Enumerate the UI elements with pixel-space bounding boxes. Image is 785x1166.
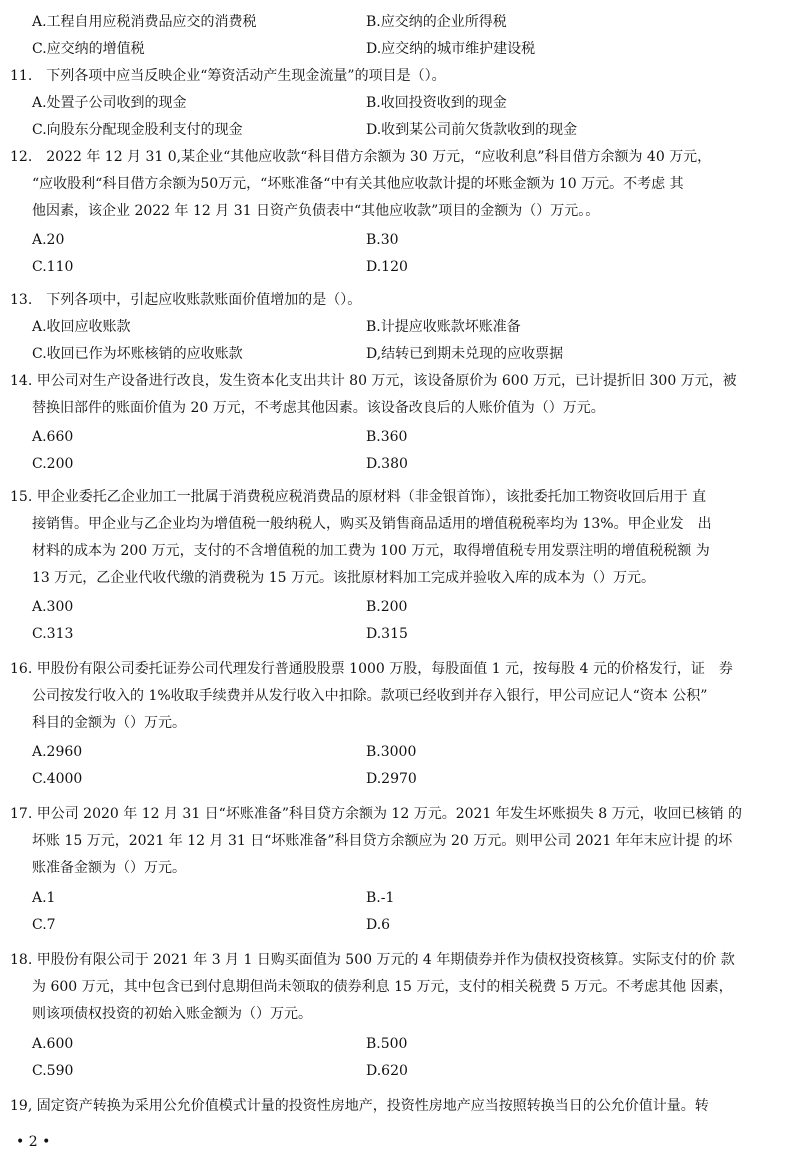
q12-stem-line-2: “应收股利“科目借方余额为50万元，“坏账准备“中有关其他应收款计提的坏账金额为 10 万元。不考虑 其 (32, 176, 684, 192)
q11-option-b: B.收回投资收到的现金 (366, 95, 507, 111)
q15-stem-line-2: 接销售。甲企业与乙企业均为增值税一般纳税人，购买及销售商品适用的增值税税率均为 13%。甲企业发 出 (32, 516, 712, 532)
q17-option-a: A.1 (32, 890, 56, 906)
q14-stem-line-2: 替换旧部件的账面价值为 20 万元，不考虑其他因素。该设备改良后的人账价值为（）万元。 (32, 400, 605, 416)
q17-stem-line-3: 账准备金额为（）万元。 (32, 860, 186, 876)
q12-option-c: C.110 (32, 259, 74, 275)
q14-stem-line-1: 14. 甲公司对生产设备进行改良，发生资本化支出共计 80 万元，该设备原价为 600 万元，已计提折旧 300 万元，被 (10, 373, 737, 389)
q13-option-b: B.计提应收账款坏账准备 (366, 319, 521, 335)
q12-stem-line-1: 12. 2022 年 12 月 31 0,某企业“其他应收款“科目借方余额为 30 万元，“应收利息”科目借方余额为 40 万元， (10, 149, 712, 165)
page-number: • 2 • (16, 1134, 51, 1150)
q11-stem: 11. 下列各项中应当反映企业“筹资活动产生现金流量”的项目是（）。 (10, 68, 446, 84)
q16-option-d: D.2970 (366, 771, 417, 787)
q14-option-c: C.200 (32, 456, 74, 472)
q14-option-a: A.660 (32, 429, 74, 445)
q18-option-d: D.620 (366, 1063, 408, 1079)
q11-option-c: C.向股东分配现金股利支付的现金 (32, 122, 243, 138)
q16-stem-line-2: 公司按发行收入的 1%收取手续费并从发行收入中扣除。款项已经收到并存入银行，甲公司应记人“资本 公积” (32, 688, 708, 704)
q17-option-b: B.-1 (366, 890, 395, 906)
q14-option-b: B.360 (366, 429, 408, 445)
q11-option-a: A.处置子公司收到的现金 (32, 95, 187, 111)
q18-stem-line-3: 则该项债权投资的初始入账金额为（）万元。 (32, 1006, 312, 1022)
q18-option-a: A.600 (32, 1036, 74, 1052)
q13-option-c: C.收回已作为坏账核销的应收账款 (32, 346, 243, 362)
q15-option-c: C.313 (32, 626, 74, 642)
q16-option-a: A.2960 (32, 744, 83, 760)
q15-stem-line-4: 13 万元，乙企业代收代缴的消费税为 15 万元。该批原材料加工完成并验收入库的成本为（）万元。 (32, 570, 655, 586)
q15-option-a: A.300 (32, 599, 74, 615)
q13-stem: 13. 下列各项中，引起应收账款账面价值增加的是（）。 (10, 292, 362, 308)
q12-stem-line-3: 他因素，该企业 2022 年 12 月 31 日资产负债表中“其他应收款”项目的金额为（）万元。。 (32, 203, 600, 219)
q19-stem: 19, 固定资产转换为采用公允价值模式计量的投资性房地产，投资性房地产应当按照转换当日的公允价值计量。转 (10, 1098, 709, 1114)
q11-option-d: D.收到某公司前欠货款收到的现金 (366, 122, 578, 138)
q12-option-b: B.30 (366, 232, 399, 248)
q10-option-c: C.应交纳的增值税 (32, 41, 145, 57)
q17-stem-line-2: 坏账 15 万元，2021 年 12 月 31 日“坏账准备”科目贷方余额应为 20 万元。则甲公司 2021 年年末应计提 的坏 (32, 833, 733, 849)
q15-option-b: B.200 (366, 599, 408, 615)
q18-stem-line-1: 18. 甲股份有限公司于 2021 年 3 月 1 日购买面值为 500 万元的 4 年期债券并作为债权投资核算。实际支付的价 款 (10, 952, 735, 968)
q13-option-d: D,结转已到期未兑现的应收票据 (366, 346, 564, 362)
q14-option-d: D.380 (366, 456, 408, 472)
q15-option-d: D.315 (366, 626, 408, 642)
q15-stem-line-3: 材料的成本为 200 万元，支付的不含增值税的加工费为 100 万元，取得增值税专用发票注明的增值税税额 为 (32, 543, 710, 559)
q12-option-a: A.20 (32, 232, 65, 248)
q16-option-b: B.3000 (366, 744, 417, 760)
q10-option-a: A.工程自用应税消费品应交的消费税 (32, 14, 257, 30)
q16-stem-line-1: 16. 甲股份有限公司委托证券公司代理发行普通股股票 1000 万股，每股面值 1 元，按每股 4 元的价格发行，证 券 (10, 661, 733, 677)
q17-stem-line-1: 17. 甲公司 2020 年 12 月 31 日“坏账准备”科目贷方余额为 12 万元。2021 年发生坏账损失 8 万元，收回已核销 的 (10, 806, 743, 822)
q18-stem-line-2: 为 600 万元，其中包含已到付息期但尚未领取的债券利息 15 万元，支付的相关税费 5 万元。不考虑其他 因素， (32, 979, 733, 995)
q17-option-d: D.6 (366, 917, 391, 933)
q18-option-b: B.500 (366, 1036, 408, 1052)
q17-option-c: C.7 (32, 917, 56, 933)
q16-stem-line-3: 科目的金额为（）万元。 (32, 715, 186, 731)
q18-option-c: C.590 (32, 1063, 74, 1079)
q13-option-a: A.收回应收账款 (32, 319, 131, 335)
q10-option-b: B.应交纳的企业所得税 (366, 14, 507, 30)
q10-option-d: D.应交纳的城市维护建设税 (366, 41, 536, 57)
q12-option-d: D.120 (366, 259, 408, 275)
q16-option-c: C.4000 (32, 771, 83, 787)
q15-stem-line-1: 15. 甲企业委托乙企业加工一批属于消费税应税消费品的原材料（非金银首饰），该批委托加工物资收回后用于 直 (10, 489, 707, 505)
